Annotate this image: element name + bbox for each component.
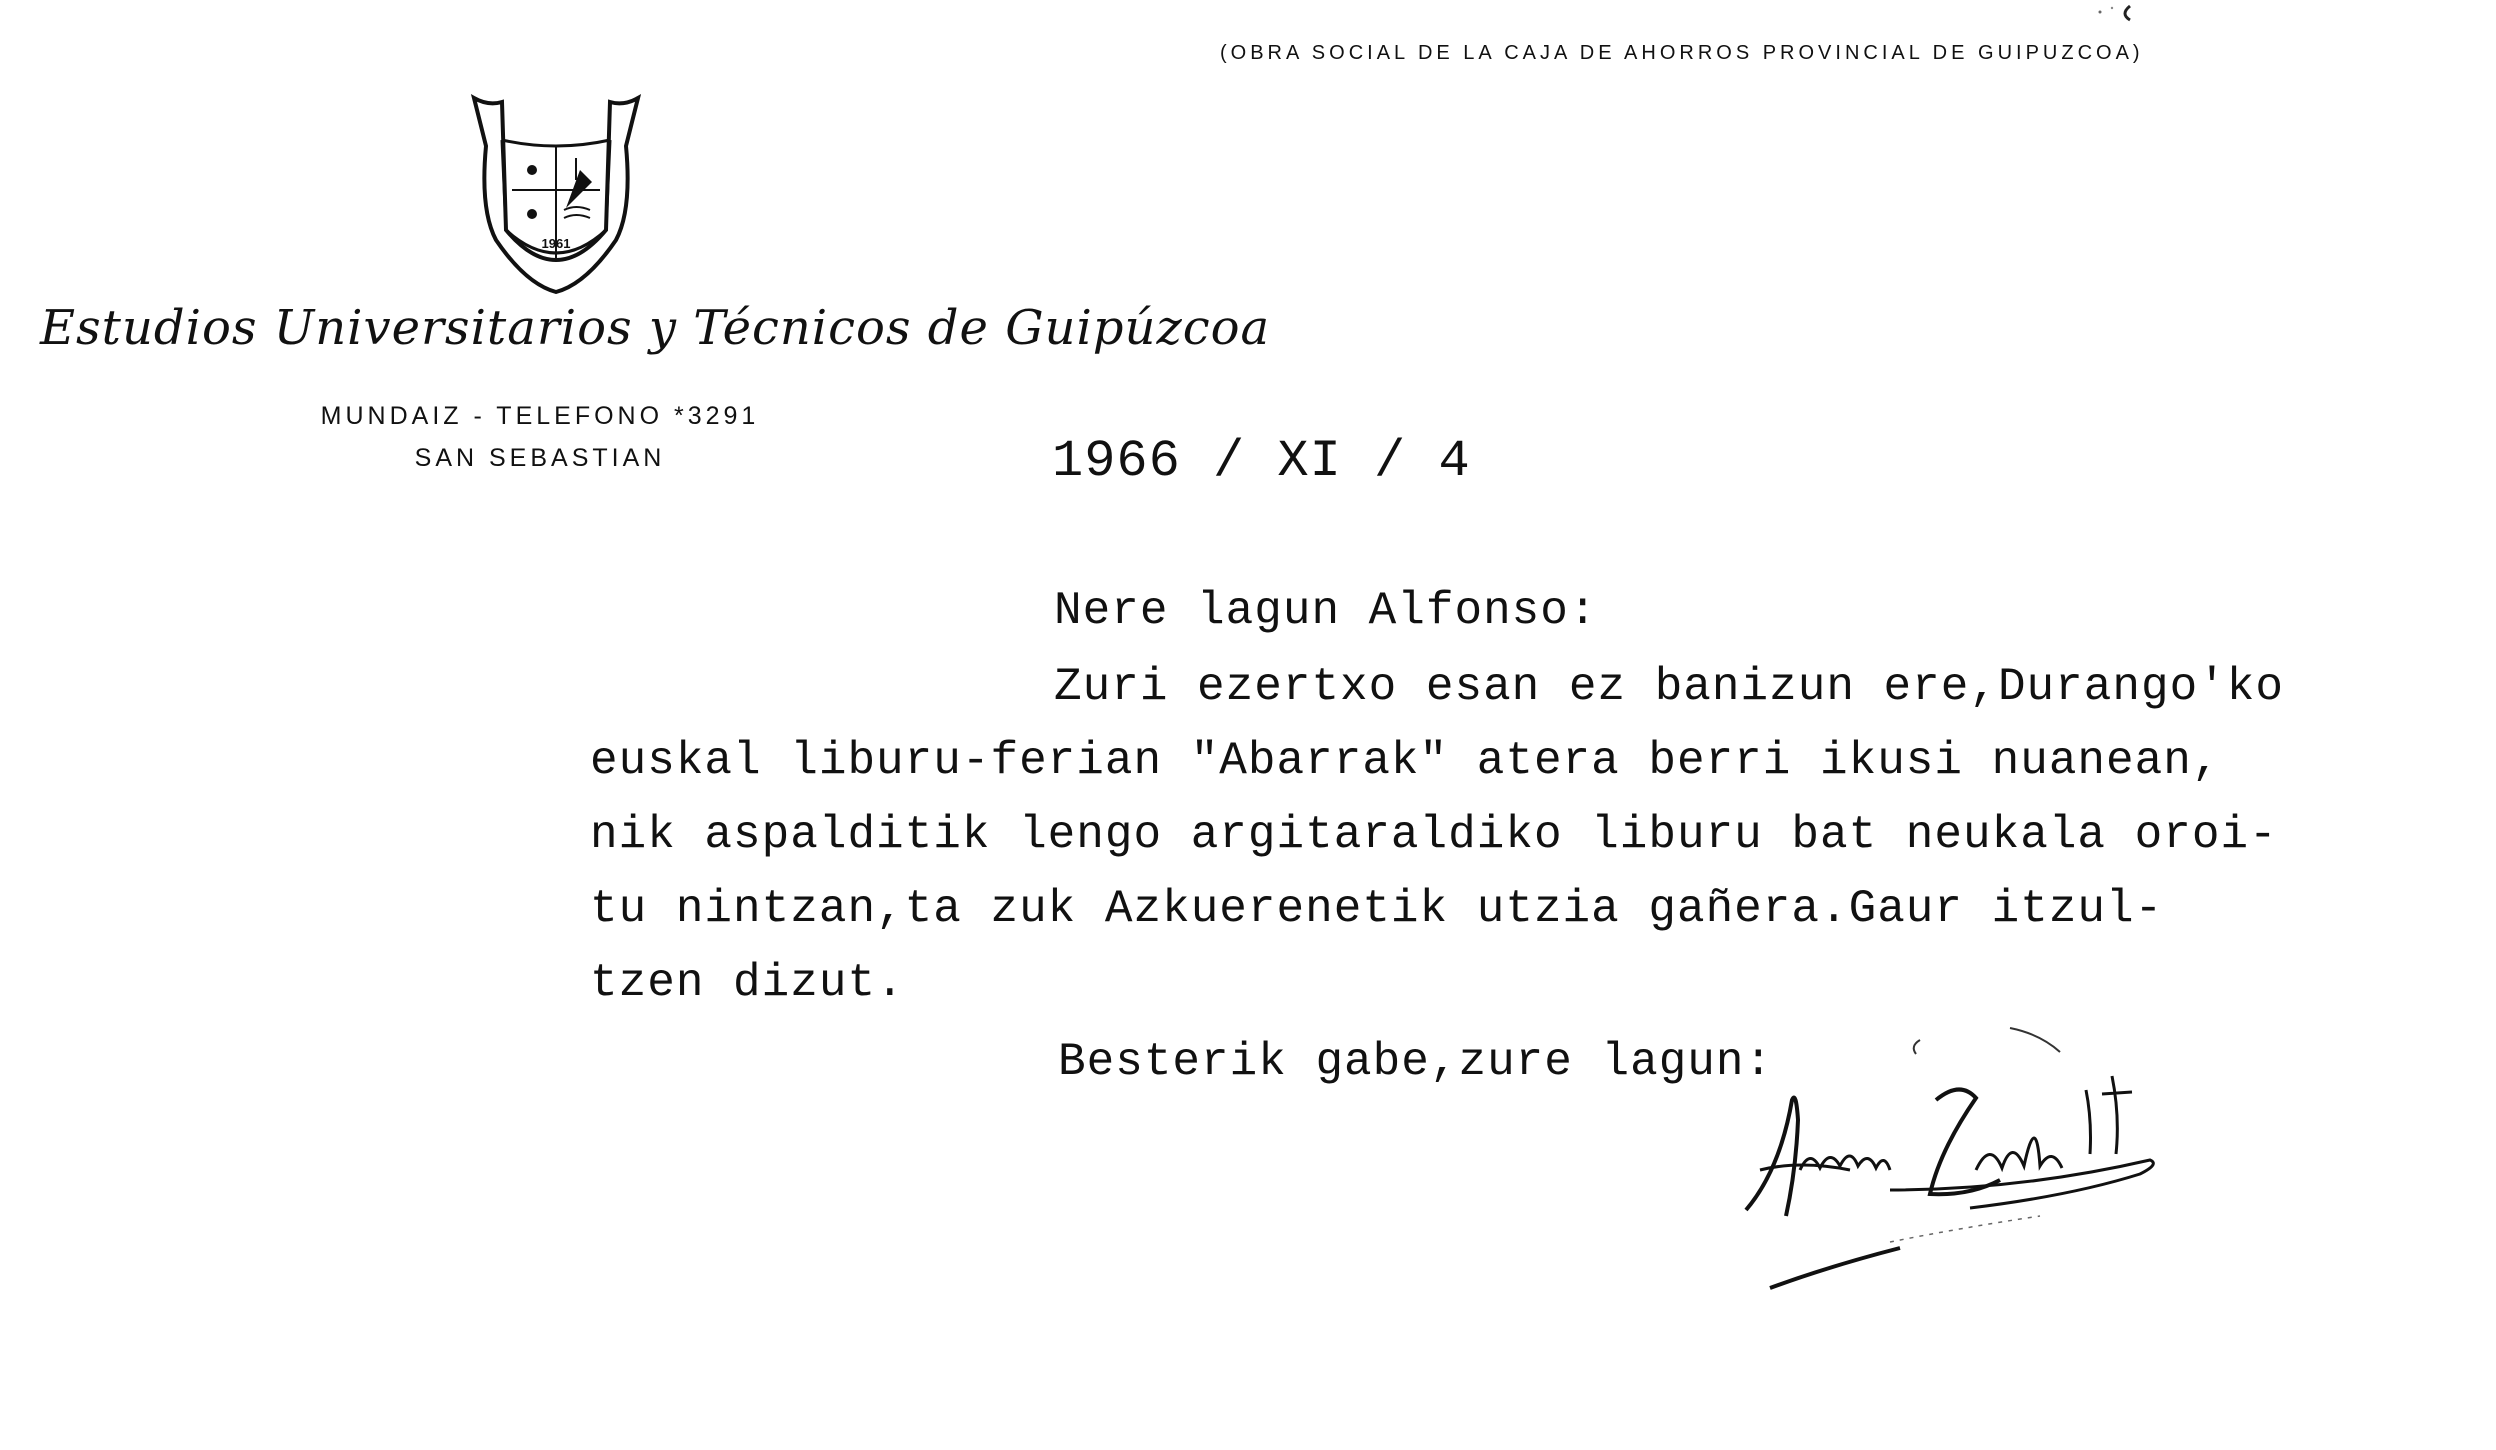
letter-date: 1966 / XI / 4 — [1052, 432, 1471, 491]
address-city: SAN SEBASTIAN — [414, 444, 666, 472]
address-phone: MUNDAIZ - TELEFONO *3291 — [320, 402, 760, 430]
body-line: Zuri ezertxo esan ez banizun ere,Durango'ko — [1054, 661, 2284, 713]
svg-text:1961: 1961 — [541, 236, 571, 251]
closing-line: Besterik gabe,zure lagun: — [1058, 1036, 1774, 1088]
handwritten-signature — [1740, 1020, 2180, 1310]
corner-mark — [2060, 0, 2180, 40]
institution-name: Estudios Universitarios y Técnicos de Guipúzcoa — [40, 300, 1271, 356]
body-line: tu nintzan,ta zuk Azkuerenetik utzia gañera.Gaur itzul- — [590, 883, 2164, 935]
body-line: nik aspalditik lengo argitaraldiko liburu bat neukala oroi- — [590, 809, 2278, 861]
body-line: euskal liburu-ferian "Abarrak" atera berri ikusi nuanean, — [590, 735, 2221, 787]
letter-body — [590, 650, 2284, 1020]
salutation: Nere lagun Alfonso: — [1054, 585, 1598, 637]
crest-logo — [466, 80, 646, 294]
header-top-note: (OBRA SOCIAL DE LA CAJA DE AHORROS PROVINCIAL DE GUIPUZCOA) — [1220, 42, 2144, 64]
body-line: tzen dizut. — [590, 957, 905, 1009]
